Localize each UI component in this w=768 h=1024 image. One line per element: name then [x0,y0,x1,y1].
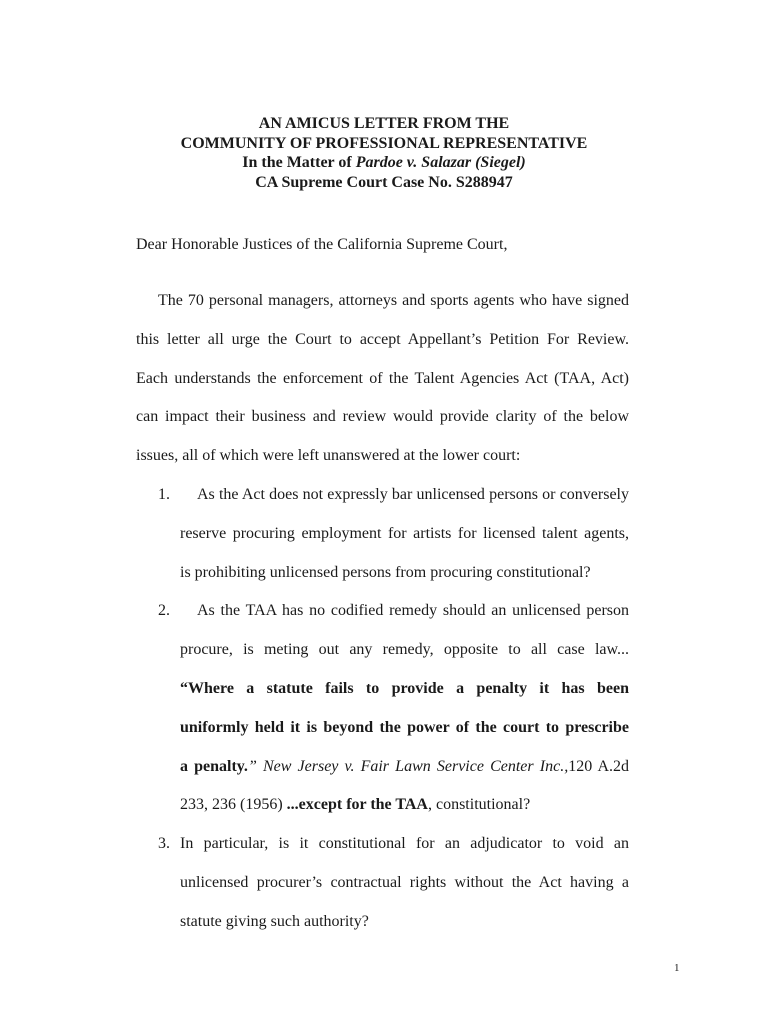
cite-line [136,792,629,831]
list-text: statute giving such authority? [180,912,369,930]
list-text: As the Act does not expressly bar unlicensed persons or conversely [197,486,629,503]
quote-line [136,754,629,793]
heading-line-3 [0,153,768,173]
heading-line-1: AN AMICUS LETTER FROM THE [258,115,510,132]
list-item-1-line [136,521,629,560]
case-citation: ” New Jersey v. Fair Lawn Service Center Inc., [247,757,569,775]
list-item-3-line [136,909,629,948]
list-text: is prohibiting unlicensed persons from procuring constitutional? [180,563,591,581]
intro-line: can impact their business and review would provide clarity of the below [136,408,629,426]
quote-text [180,715,629,741]
cite-bold: ...except for the TAA [286,796,428,814]
heading-case-name: Pardoe v. Salazar (Siegel) [355,154,526,171]
quote-text [180,676,629,702]
list-item-3-line [136,831,629,870]
intro-paragraph [136,288,629,482]
intro-line: The 70 personal managers, attorneys and sports agents who have signed [158,292,629,309]
heading-matter-prefix: In the Matter of [242,154,356,171]
quote-line [136,715,629,754]
salutation: Dear Honorable Justices of the California Supreme Court, [136,236,508,253]
reporter-citation: 120 A.2d [568,757,630,775]
list-item-1-line [136,560,629,599]
list-number: 3. [158,835,170,853]
list-number: 2. [158,602,170,620]
heading-line-2: COMMUNITY OF PROFESSIONAL REPRESENTATIVE [180,134,588,152]
list-number: 1. [158,486,170,503]
quote-bold: a penalty. [180,757,248,775]
list-item-1-line [136,482,629,521]
intro-line: this letter all urge the Court to accept Appellant’s Petition For Review. [136,330,629,348]
list-text: procure, is meting out any remedy, opposite to all case law... [180,641,629,659]
list-item-2-line [136,637,629,676]
cite-suffix: , constitutional? [427,796,531,814]
list-text: unlicensed procurer’s contractual rights without the Act having a [180,873,629,891]
list-text: As the TAA has no codified remedy should an unlicensed person [197,602,629,620]
heading-line-4: CA Supreme Court Case No. S288947 [255,173,513,191]
issues-list [136,482,629,948]
cite-prefix: 233, 236 (1956) [180,796,287,814]
list-text: In particular, is it constitutional for an adjudicator to void an [180,835,629,853]
list-text: reserve procuring employment for artists for licensed talent agents, [180,524,629,542]
list-item-3-line [136,870,629,909]
quote-bold: “Where a statute fails to provide a penalty it has been [180,679,629,697]
list-item-2-line [136,598,629,637]
letter-heading [0,114,768,192]
quote-bold: uniformly held it is beyond the power of the court to prescribe [180,718,629,736]
quote-text [180,754,629,780]
intro-line: issues, all of which were left unanswered at the lower court: [136,447,521,465]
page-number: 1 [674,962,680,974]
cite-text [180,792,629,818]
quote-line [136,676,629,715]
intro-line: Each understands the enforcement of the Talent Agencies Act (TAA, Act) [136,369,629,387]
